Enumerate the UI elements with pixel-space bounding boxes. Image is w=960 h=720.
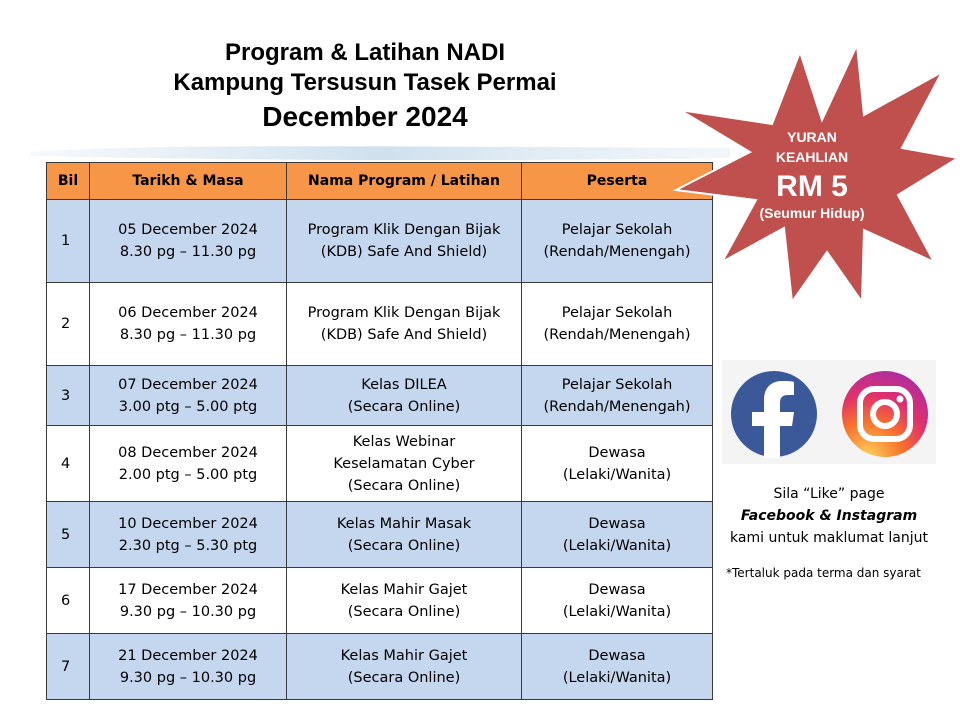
program-line: Keselamatan Cyber (333, 455, 475, 472)
peserta-line: Dewasa (588, 444, 646, 461)
social-note (712, 483, 946, 549)
peserta-line: Pelajar Sekolah (561, 222, 673, 238)
program-cell (287, 502, 522, 568)
peserta-cell (522, 502, 713, 568)
fee-label-4: (Seumur Hidup) (759, 205, 865, 221)
peserta-line: (Lelaki/Wanita) (562, 603, 672, 620)
title-line-2: Kampung Tersusun Tasek Permai (173, 69, 557, 96)
peserta-line: (Lelaki/Wanita) (562, 537, 672, 554)
peserta-line: Dewasa (588, 647, 646, 664)
program-cell (287, 200, 522, 283)
date: 06 December 2024 (118, 305, 258, 321)
column-header-program: Nama Program / Latihan (287, 163, 522, 200)
time: 8.30 pg – 11.30 pg (119, 244, 257, 260)
time: 2.00 ptg – 5.00 ptg (118, 466, 258, 483)
peserta-line: Dewasa (588, 515, 646, 532)
row-number: 2 (47, 283, 90, 366)
program-line: Kelas Mahir Gajet (340, 581, 468, 598)
schedule-table (46, 162, 713, 700)
date-time-cell (90, 366, 287, 426)
table-row (47, 568, 713, 634)
time: 2.30 ptg – 5.30 ptg (118, 537, 258, 554)
fee-label-1: YURAN (787, 129, 837, 145)
peserta-line: (Lelaki/Wanita) (562, 669, 672, 686)
note-line-1: Sila “Like” page (773, 486, 885, 502)
date-time-cell (90, 426, 287, 502)
peserta-cell (522, 426, 713, 502)
date-time-cell (90, 283, 287, 366)
date: 10 December 2024 (118, 515, 258, 532)
program-line: Kelas Mahir Gajet (340, 647, 468, 664)
title-month: December 2024 (262, 101, 468, 132)
program-cell (287, 426, 522, 502)
program-line: Kelas Webinar (352, 433, 456, 450)
program-cell (287, 568, 522, 634)
instagram-icon[interactable] (842, 371, 928, 457)
table-row (47, 200, 713, 283)
date-time-cell (90, 568, 287, 634)
facebook-icon[interactable] (731, 371, 817, 458)
time: 3.00 ptg – 5.00 ptg (118, 398, 258, 415)
social-icons-panel (722, 360, 936, 464)
peserta-line: (Rendah/Menengah) (543, 398, 691, 415)
table-row (47, 283, 713, 366)
column-header-date: Tarikh & Masa (90, 163, 287, 200)
note-line-2: Facebook & Instagram (740, 508, 918, 524)
peserta-line: (Lelaki/Wanita) (562, 466, 672, 483)
membership-fee-starburst (672, 40, 960, 310)
date-time-cell (90, 634, 287, 700)
peserta-line: (Rendah/Menengah) (543, 244, 691, 260)
row-number: 3 (47, 366, 90, 426)
peserta-cell (522, 568, 713, 634)
table-row (47, 366, 713, 426)
fee-label-2: KEAHLIAN (775, 149, 849, 165)
table-row (47, 426, 713, 502)
table-row (47, 502, 713, 568)
row-number: 5 (47, 502, 90, 568)
date-time-cell (90, 502, 287, 568)
program-line: (KDB) Safe And Shield) (320, 327, 488, 343)
title-block (130, 38, 600, 134)
time: 9.30 pg – 10.30 pg (119, 603, 257, 620)
program-line: Kelas DILEA (361, 376, 447, 393)
peserta-cell (522, 366, 713, 426)
terms-note: *Tertaluk pada terma dan syarat (726, 566, 921, 580)
table-row (47, 634, 713, 700)
date: 21 December 2024 (118, 647, 258, 664)
program-line: (Secara Online) (347, 398, 461, 415)
date-time-cell (90, 200, 287, 283)
program-cell (287, 366, 522, 426)
table-header-row (47, 163, 713, 200)
program-line: (KDB) Safe And Shield) (320, 244, 488, 260)
program-line: Kelas Mahir Masak (336, 515, 472, 532)
row-number: 7 (47, 634, 90, 700)
peserta-line: Pelajar Sekolah (561, 305, 673, 321)
date: 08 December 2024 (118, 444, 258, 461)
peserta-line: (Rendah/Menengah) (543, 327, 691, 343)
time: 8.30 pg – 11.30 pg (119, 327, 257, 343)
program-line: (Secara Online) (347, 537, 461, 554)
peserta-cell (522, 634, 713, 700)
date: 05 December 2024 (118, 222, 258, 238)
note-line-3: kami untuk maklumat lanjut (730, 530, 928, 546)
column-header-bil: Bil (47, 163, 90, 200)
column-header-peserta: Peserta (522, 163, 713, 200)
peserta-line: Dewasa (588, 581, 646, 598)
row-number: 6 (47, 568, 90, 634)
date: 07 December 2024 (118, 376, 258, 393)
fee-price: RM 5 (776, 170, 848, 203)
program-line: (Secara Online) (347, 669, 461, 686)
program-line: (Secara Online) (347, 477, 461, 494)
program-line: Program Klik Dengan Bijak (307, 222, 501, 238)
row-number: 4 (47, 426, 90, 502)
program-cell (287, 634, 522, 700)
peserta-line: Pelajar Sekolah (561, 376, 673, 393)
program-cell (287, 283, 522, 366)
program-line: (Secara Online) (347, 603, 461, 620)
row-number: 1 (47, 200, 90, 283)
date: 17 December 2024 (118, 581, 258, 598)
time: 9.30 pg – 10.30 pg (119, 669, 257, 686)
program-line: Program Klik Dengan Bijak (307, 305, 501, 321)
title-line-1: Program & Latihan NADI (224, 39, 506, 66)
